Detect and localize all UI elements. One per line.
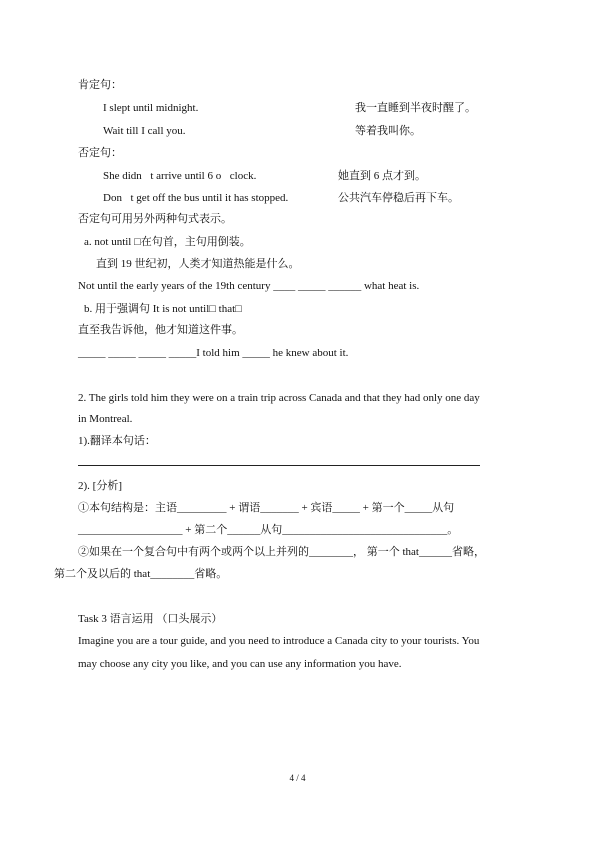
rule-a-example-en: Not until the early years of the 19th century ____ _____ ______ what heat is.: [78, 280, 420, 292]
negative-heading: 否定句：: [78, 147, 122, 159]
negative-example-en: She didn t arrive until 6 o clock.: [103, 170, 257, 182]
analysis-2-line-1: ②如果在一个复合句中有两个或两个以上并列的________， 第一个 that______省略，: [78, 546, 485, 558]
analysis-label: 2). [分析]: [78, 480, 122, 492]
affirmative-example-zh: 我一直睡到半夜时醒了。: [355, 102, 476, 114]
task3-line-2: may choose any city you like, and you can use any information you have.: [78, 658, 402, 670]
task3-line-1: Imagine you are a tour guide, and you need to introduce a Canada city to your tourists. You: [78, 635, 480, 647]
rule-b-label: b. 用于强调句 It is not until□ that□: [84, 303, 242, 315]
rule-a-example-zh: 直到 19 世纪初，人类才知道热能是什么。: [96, 258, 300, 270]
analysis-1-line-1: ①本句结构是：主语_________ + 谓语_______ + 宾语_____ + 第一个_____从句: [78, 502, 455, 514]
sentence-line-1: 2. The girls told him they were on a train trip across Canada and that they had only one day: [78, 392, 480, 404]
affirmative-example-en: Wait till I call you.: [103, 125, 186, 137]
rule-a-label: a. not until □在句首，主句用倒装。: [84, 236, 251, 248]
negative-example-en: Don t get off the bus until it has stopped.: [103, 192, 289, 204]
affirmative-example-zh: 等着我叫你。: [355, 125, 421, 137]
negative-example-zh: 她直到 6 点才到。: [338, 170, 426, 182]
task3-title: Task 3 语言运用 （口头展示）: [78, 613, 223, 625]
sentence-line-2: in Montreal.: [78, 413, 133, 425]
alternative-note: 否定句可用另外两种句式表示。: [78, 213, 232, 225]
translate-label: 1).翻译本句话：: [78, 435, 156, 447]
rule-b-example-zh: 直至我告诉他，他才知道这件事。: [78, 324, 243, 336]
analysis-2-line-2: 第二个及以后的 that________省略。: [54, 568, 228, 580]
negative-example-zh: 公共汽车停稳后再下车。: [338, 192, 459, 204]
affirmative-example-en: I slept until midnight.: [103, 102, 199, 114]
page-number: 4 / 4: [289, 773, 306, 783]
analysis-1-line-2: ___________________ + 第二个______从句______________________________。: [78, 524, 459, 536]
rule-b-example-en: _____ _____ _____ _____I told him _____ he knew about it.: [78, 347, 349, 359]
affirmative-heading: 肯定句：: [78, 79, 122, 91]
answer-line: [78, 465, 480, 466]
